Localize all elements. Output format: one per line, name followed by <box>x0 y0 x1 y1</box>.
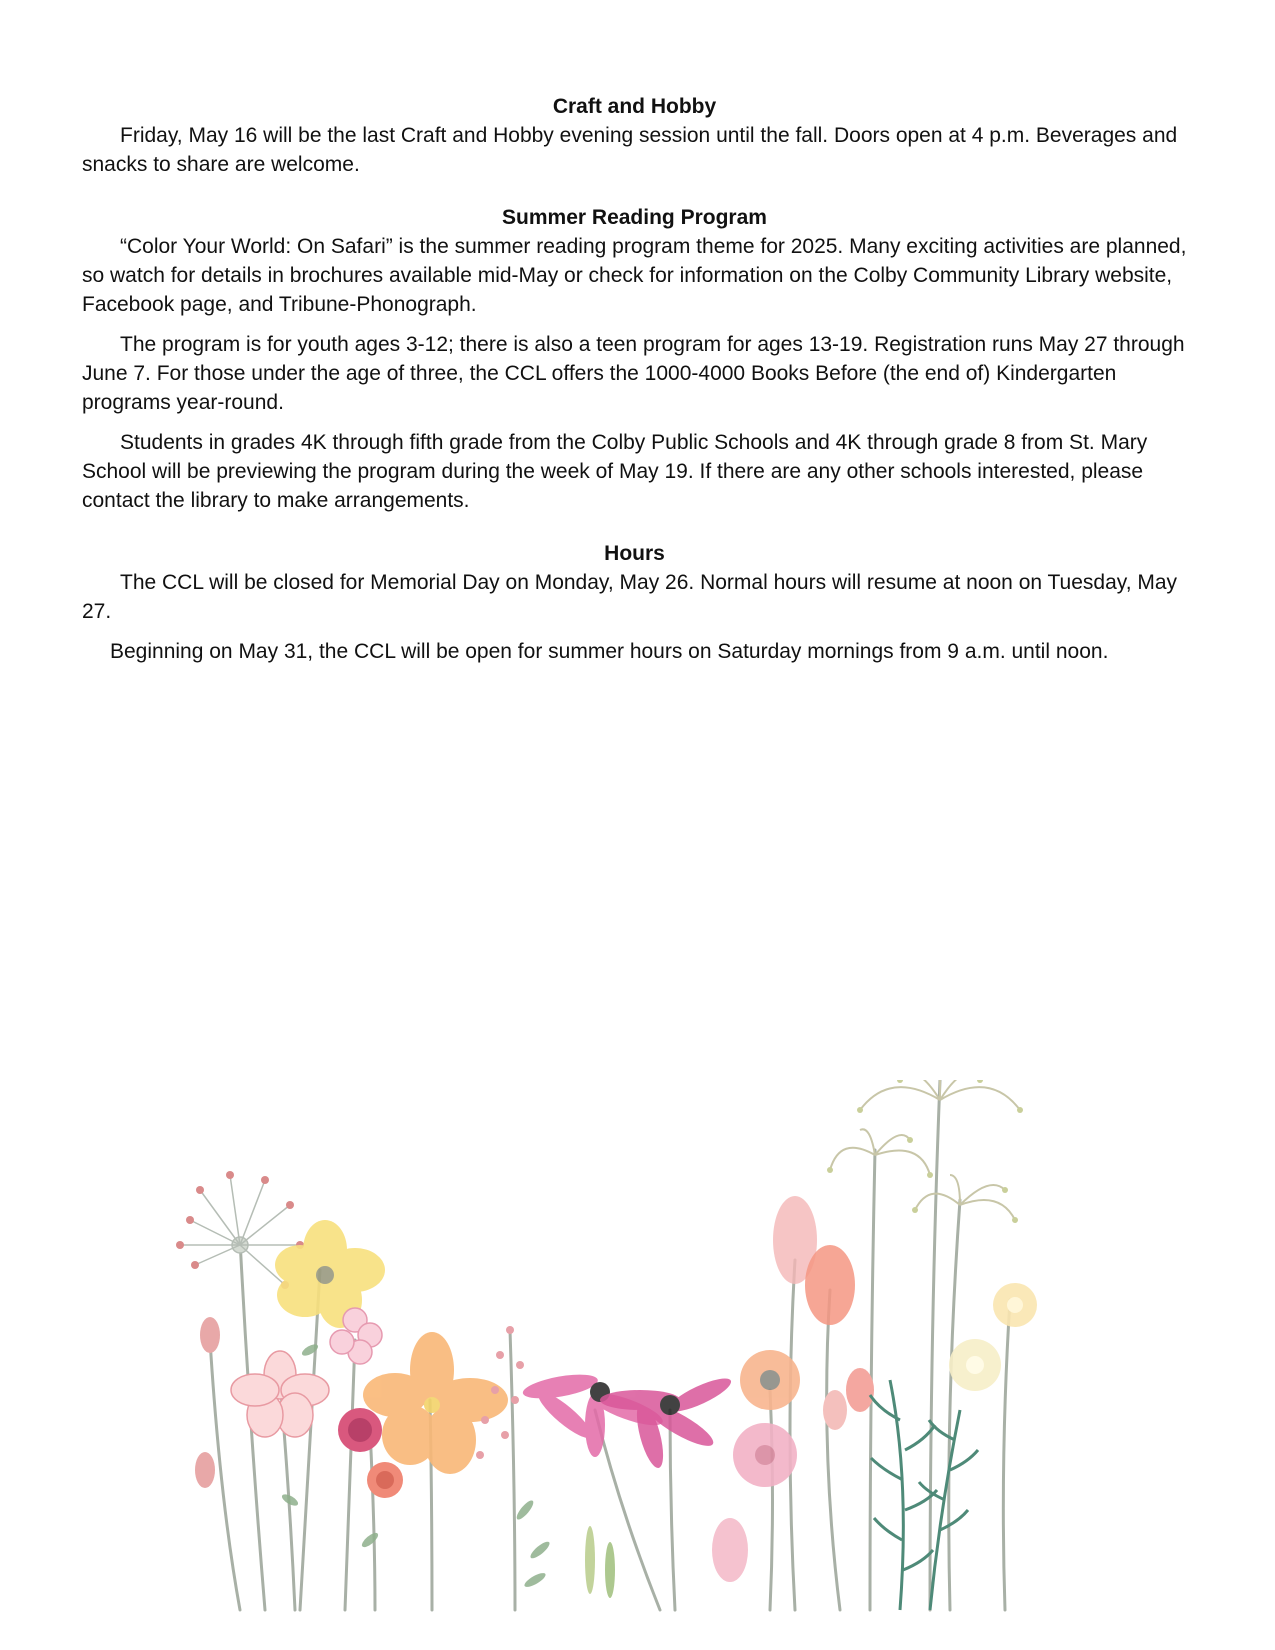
document-body <box>82 92 1187 666</box>
orange-flower-icon <box>363 1332 508 1474</box>
yellow-flower-icon <box>275 1220 385 1328</box>
seedhead-icon <box>830 1080 1020 1220</box>
paragraph-summer-hours: Beginning on May 31, the CCL will be open for summer hours on Saturday mornings from 9 a.m. until noon. <box>110 640 1109 663</box>
wildflower-illustration <box>170 1080 1090 1620</box>
paragraph-program-schools: Students in grades 4K through fifth grade from the Colby Public Schools and 4K through grade 8 from St. Mary School will be previewing the program during the week of May 19. If there are any other schools interested, please contact the library to make arrangements. <box>82 431 1148 512</box>
paragraph-craft-session: Friday, May 16 will be the last Craft and Hobby evening session until the fall. Doors open at 4 p.m. Beverages and snacks to share are welcome. <box>82 124 1178 176</box>
puff-icon <box>949 1283 1037 1391</box>
flower-stem <box>300 1270 320 1610</box>
paragraph-program-theme: “Color Your World: On Safari” is the summer reading program theme for 2025. Many exciting activities are planned, so watch for details in brochures available mid-May or check for information on the Colby Community Library website, Facebook page, and Tribune-Phonograph. <box>82 235 1187 316</box>
paragraph-memorial-day: The CCL will be closed for Memorial Day on Monday, May 26. Normal hours will resume at noon on Tuesday, May 27. <box>82 571 1178 623</box>
heading-hours: Hours <box>604 542 665 565</box>
heading-craft-and-hobby: Craft and Hobby <box>552 95 717 118</box>
heading-summer-reading-program: Summer Reading Program <box>502 206 767 229</box>
leaf-sprig-icon <box>870 1380 978 1610</box>
paragraph-program-ages: The program is for youth ages 3-12; there is also a teen program for ages 13-19. Registration runs May 27 through June 7. For those under the age of three, the CCL offers the 1000-4000 Books Before (the end of) Kindergarten programs year-round. <box>82 333 1185 414</box>
peach-flower-icon <box>740 1350 800 1410</box>
